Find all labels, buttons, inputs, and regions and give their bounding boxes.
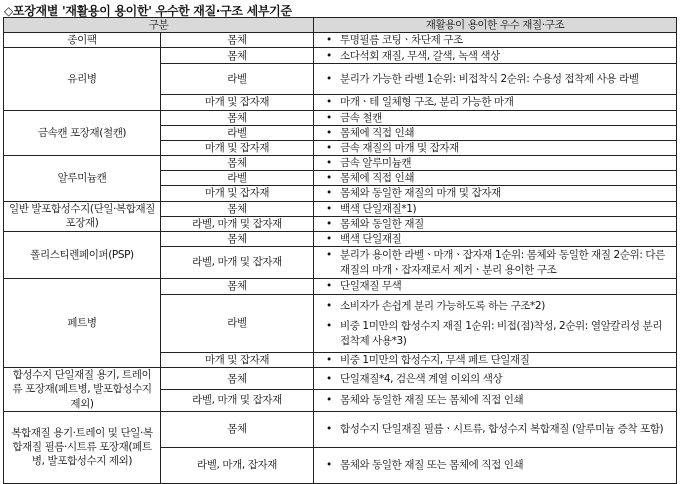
bullet-icon: • [326,49,332,62]
bullet-icon: • [326,280,332,293]
bullet-text: 단일재질*4, 검은색 계열 이외의 색상 [340,372,503,385]
bullet-item [318,393,672,407]
structure-cell [314,411,677,447]
part-cell: 몸체 [161,110,314,125]
structure-cell [314,295,677,353]
bullet-item [318,353,672,367]
part-cell: 라벨 [161,64,314,95]
bullet-text: 금속 알루미늄캔 [340,157,412,170]
bullet-item [318,299,672,313]
part-cell: 몸체 [161,48,314,64]
bullet-text: 비중 1미만의 합성수지, 무색 페트 단일재질 [340,354,530,367]
bullet-text: 마개ㆍ테 일체형 구조, 분리 가능한 마개 [340,96,514,109]
part-cell: 마개 및 잡자재 [161,95,314,110]
bullet-icon: • [326,141,332,154]
structure-cell [314,95,677,110]
table-row [4,411,677,447]
table-row [4,231,677,246]
table-row [4,279,677,295]
bullet-item [318,248,672,276]
bullet-text: 분리가 용이한 라벨ㆍ마개ㆍ잡자재 1순위: 몸체와 동일한 재질 2순위: 다른 재질의 마개ㆍ잡자재로서 제거ㆍ분리 용이한 구조 [340,249,665,276]
category-cell: 일반 발포합성수지(단일·복합재질 포장재) [4,201,161,231]
part-cell: 몸체 [161,411,314,447]
bullet-icon: • [326,217,332,230]
bullet-text: 비중 1미만의 합성수지 재질 1순위: 비접(점)착성, 2순위: 열알칼리성 분리 접착제 사용*3) [340,320,663,347]
table-row [4,368,677,390]
bullet-text: 몸체에 직접 인쇄 [340,126,415,139]
table-row [4,33,677,48]
structure-cell [314,33,677,48]
bullet-item [318,202,672,216]
bullet-icon: • [326,354,332,367]
part-cell: 라벨, 마개 및 잡자재 [161,247,314,279]
part-cell: 라벨, 마개 및 잡자재 [161,216,314,231]
bullet-item [318,126,672,140]
category-cell: 복합재질 용기·트레이 및 단일·복합재질 필름·시트류 포장재(페트병, 발포합성수지 제외) [4,411,161,483]
structure-cell [314,368,677,390]
bullet-item [318,156,672,170]
part-cell: 라벨 [161,171,314,186]
bullet-item [318,372,672,386]
bullet-icon: • [326,172,332,185]
page-title: ◇포장재별 '재활용이 용이한' 우수한 재질·구조 세부기준 [4,4,292,18]
bullet-item [318,95,672,109]
structure-cell [314,110,677,125]
structure-cell [314,186,677,201]
bullet-text: 몸체와 동일한 재질 또는 몸체에 직접 인쇄 [340,459,524,472]
bullet-icon: • [326,394,332,407]
bullet-item [318,232,672,246]
part-cell: 몸체 [161,368,314,390]
bullet-item [318,279,672,293]
part-cell: 마개 및 잡자재 [161,140,314,155]
table-row [4,110,677,125]
part-cell: 몸체 [161,279,314,295]
category-cell: 금속캔 포장재(철캔) [4,110,161,156]
table-row [4,48,677,64]
bullet-text: 몸체와 동일한 재질 [340,217,424,230]
table-header-row [4,18,677,33]
table-row [4,201,677,216]
bullet-item [318,319,672,347]
bullet-item [318,186,672,200]
bullet-text: 합성수지 단일재질 필름ㆍ시트류, 합성수지 복합재질 (알루미늄 증착 포함) [340,423,664,436]
bullet-item [318,171,672,185]
structure-cell [314,156,677,171]
structure-cell [314,447,677,483]
bullet-icon: • [326,96,332,109]
structure-cell [314,64,677,95]
bullet-text: 단일재질 무색 [340,280,402,293]
part-cell: 마개 및 잡자재 [161,353,314,368]
structure-cell [314,201,677,216]
category-cell: 종이팩 [4,33,161,48]
part-cell: 몸체 [161,231,314,246]
bullet-icon: • [326,73,332,86]
bullet-icon: • [326,300,332,313]
part-cell: 라벨 [161,125,314,140]
bullet-icon: • [326,187,332,200]
part-cell: 라벨, 마개, 잡자재 [161,447,314,483]
structure-cell [314,353,677,368]
part-cell: 몸체 [161,156,314,171]
bullet-text: 몸체에 직접 인쇄 [340,172,415,185]
bullet-item [318,111,672,125]
structure-cell [314,140,677,155]
bullet-text: 투명필름 코팅ㆍ차단제 구조 [340,34,463,47]
part-cell: 라벨 [161,295,314,353]
bullet-icon: • [326,126,332,139]
structure-cell [314,125,677,140]
category-cell: 페트병 [4,279,161,368]
bullet-item [318,72,672,86]
bullet-icon: • [326,111,332,124]
structure-cell [314,48,677,64]
bullet-text: 몸체와 동일한 재질 또는 몸체에 직접 인쇄 [340,394,524,407]
bullet-text: 금속 철캔 [340,111,382,124]
bullet-icon: • [326,202,332,215]
bullet-text: 몸체와 동일한 재질의 마개 및 잡자재 [340,187,501,200]
structure-cell [314,247,677,279]
bullet-item [318,141,672,155]
part-cell: 마개 및 잡자재 [161,186,314,201]
bullet-item [318,458,672,472]
structure-cell [314,171,677,186]
bullet-item [318,33,672,47]
criteria-table [3,17,677,484]
category-cell: 폴리스티렌페이퍼(PSP) [4,231,161,278]
bullet-icon: • [326,232,332,245]
bullet-icon: • [326,249,332,262]
bullet-text: 금속 재질의 마개 및 잡자재 [340,141,459,154]
part-cell: 몸체 [161,33,314,48]
category-cell: 알루미늄캔 [4,156,161,202]
bullet-icon: • [326,320,332,333]
structure-cell [314,279,677,295]
header-category: 구분 [4,18,314,33]
bullet-text: 백색 단일재질 [340,232,402,245]
bullet-text: 분리가 가능한 라벨 1순위: 비접착식 2순위: 수용성 접착제 사용 라벨 [340,73,639,86]
bullet-item [318,49,672,63]
part-cell: 몸체 [161,201,314,216]
bullet-item [318,422,672,436]
bullet-icon: • [326,157,332,170]
bullet-item [318,217,672,231]
part-cell: 라벨, 마개 및 잡자재 [161,389,314,411]
structure-cell [314,389,677,411]
bullet-icon: • [326,459,332,472]
structure-cell [314,216,677,231]
header-structure: 재활용이 용이한 우수 재질·구조 [314,18,677,33]
bullet-text: 소비자가 손쉽게 분리 가능하도록 하는 구조*2) [340,300,545,313]
table-row [4,156,677,171]
bullet-icon: • [326,34,332,47]
category-cell: 유리병 [4,48,161,110]
structure-cell [314,231,677,246]
bullet-icon: • [326,372,332,385]
bullet-text: 소다석회 재질, 무색, 갈색, 녹색 색상 [340,49,500,62]
bullet-icon: • [326,423,332,436]
bullet-text: 백색 단일재질*1) [340,202,417,215]
category-cell: 합성수지 단일재질 용기, 트레이류 포장재(페트병, 발포합성수지제외) [4,368,161,412]
